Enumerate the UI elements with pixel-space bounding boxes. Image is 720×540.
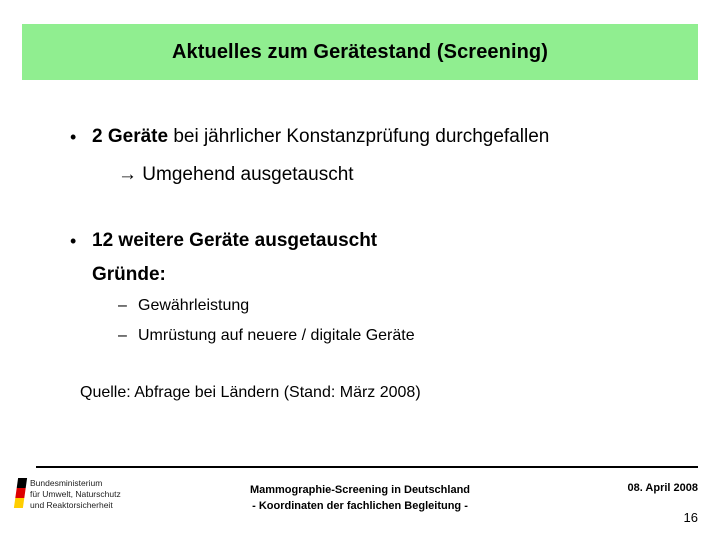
bullet-item-2 <box>70 228 670 254</box>
gruende-label: Gründe: <box>92 264 166 285</box>
footer-title-line: Mammographie-Screening in Deutschland <box>249 484 471 496</box>
footer-subtitle-line: - Koordinaten der fachlichen Begleitung - <box>252 500 468 512</box>
bullet-marker: • <box>70 127 77 147</box>
footer-center-text <box>180 482 540 514</box>
dash-text: Umrüstung auf neuere / digitale Geräte <box>138 327 415 344</box>
bullet-text <box>92 124 549 150</box>
slide-footer <box>0 472 720 540</box>
german-flag-icon <box>14 478 27 508</box>
page-number: 16 <box>683 510 698 525</box>
dash-marker: – <box>118 327 127 344</box>
bullet-text <box>92 228 377 254</box>
source-note: Quelle: Abfrage bei Ländern (Stand: März 2008) <box>80 384 421 401</box>
footer-date: 08. April 2008 <box>627 482 698 494</box>
bullet-bold-text: 2 Geräte <box>92 126 169 147</box>
ministry-logo-line-1: Bundesministerium <box>30 478 103 488</box>
bullet-rest-text: bei jährlicher Konstanzprüfung durchgefallen <box>168 126 550 147</box>
bullet-1-subline: → Umgehend ausgetauscht <box>118 164 354 185</box>
bullet-item-1 <box>70 124 670 150</box>
dash-marker: – <box>118 297 127 314</box>
dash-item-2 <box>118 324 670 348</box>
footer-divider <box>36 466 698 468</box>
ministry-logo-text <box>30 478 121 511</box>
ministry-logo <box>16 478 121 511</box>
bullet-marker: • <box>70 231 77 251</box>
bullet-bold-text: 12 weitere Geräte ausgetauscht <box>92 230 378 251</box>
ministry-logo-line-2: für Umwelt, Naturschutz <box>30 489 121 499</box>
ministry-logo-line-3: und Reaktorsicherheit <box>30 500 113 510</box>
page-title: Aktuelles zum Gerätestand (Screening) <box>171 40 549 63</box>
title-banner <box>22 24 698 80</box>
dash-item-1 <box>118 294 670 318</box>
spacer <box>70 188 670 214</box>
slide-body <box>70 110 670 404</box>
dash-text: Gewährleistung <box>138 297 250 314</box>
